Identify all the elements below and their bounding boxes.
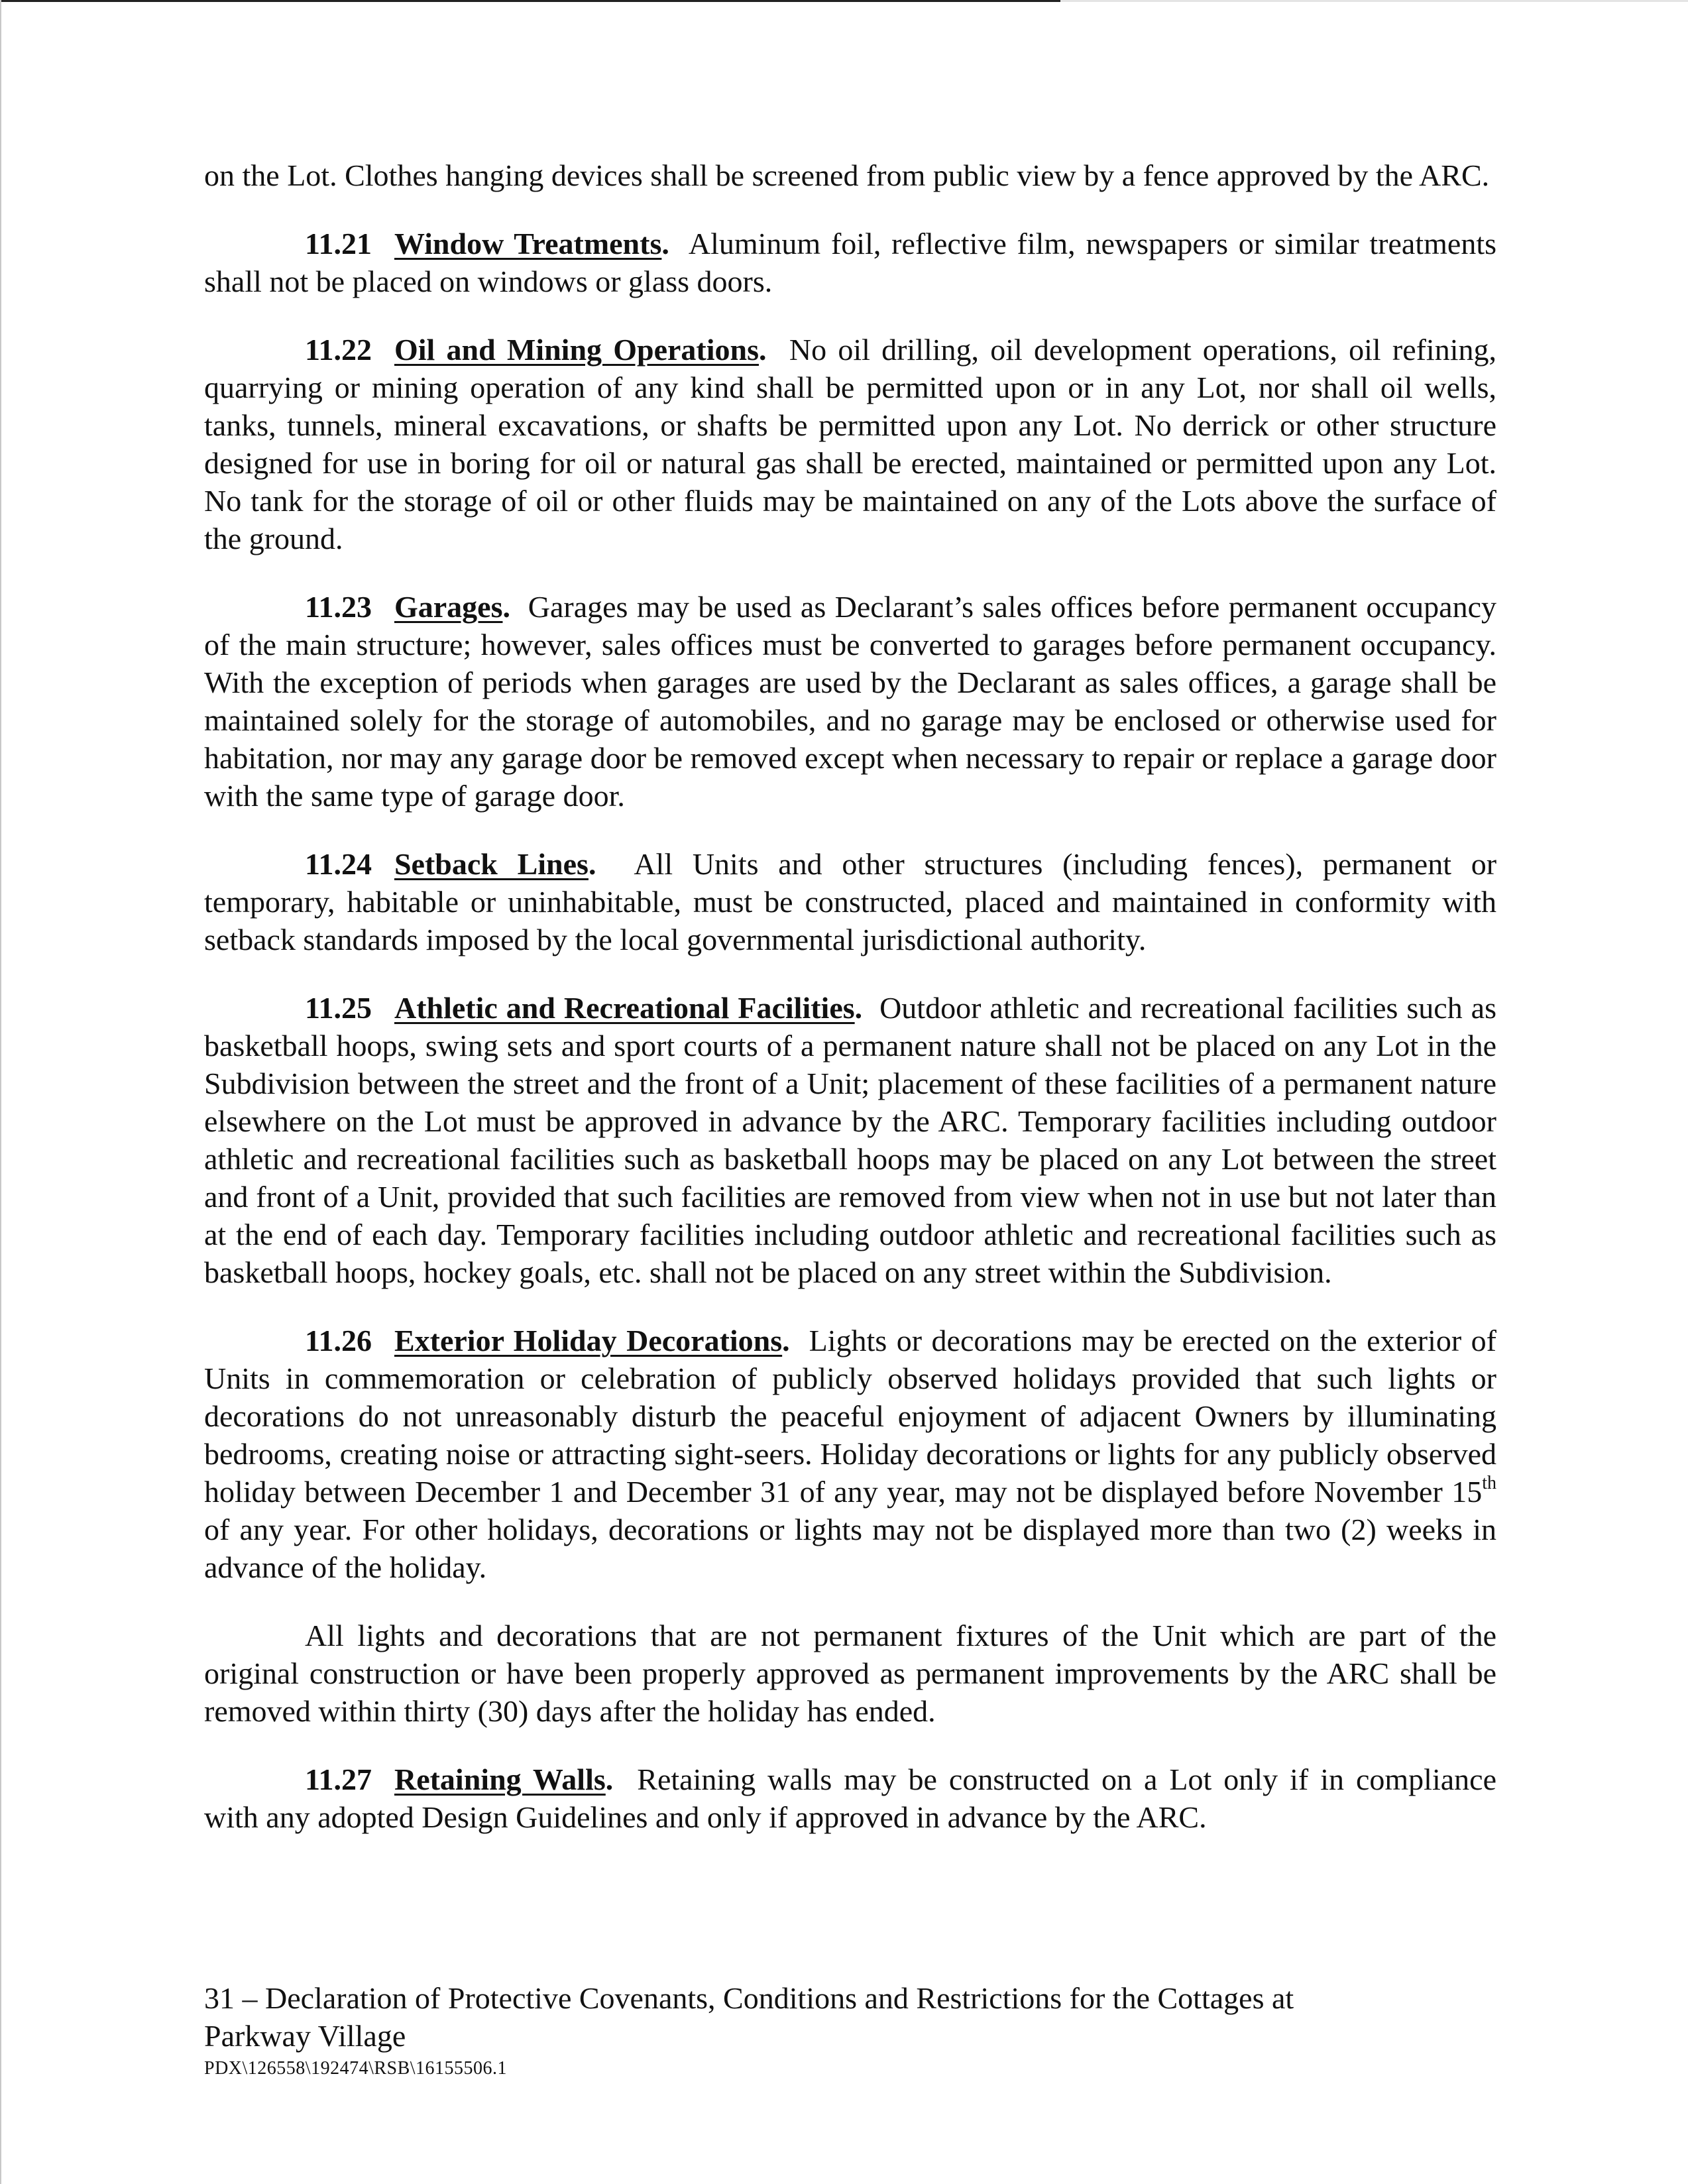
opening-text: on the Lot. Clothes hanging devices shall be screened from public view by a fence approved by the ARC. — [204, 158, 1490, 192]
section-title: Oil and Mining Operations — [394, 333, 760, 367]
scan-left-edge — [0, 0, 1, 2184]
section-11-26: 11.26 Exterior Holiday Decorations. Lights or decorations may be erected on the exterior of Units in commemoration or celebration of publicly observed holidays provided that such lights or decorations do not unreasonably disturb the peaceful enjoyment of adjacent Owners by illuminating bedrooms, creating noise or attracting sight-seers. Holiday decorations or lights for any publicly observed holiday between December 1 and December 31 of any year, may not be displayed before November 15th of any year. For other holidays, decorations or lights may not be displayed more than two (2) weeks in advance of the holiday. — [204, 1324, 1496, 1584]
holiday-continuation-paragraph — [204, 1617, 1496, 1730]
opening-paragraph — [204, 156, 1496, 194]
section-text: All Units and other structures (including fences), permanent or temporary, habitable or uninhabitable, must be constructed, placed and maintained in conformity with setback standards imposed by the local governmental jurisdictional authority. — [204, 847, 1497, 956]
section-number: 11.23 — [305, 590, 372, 624]
section-11-22: 11.22 Oil and Mining Operations. No oil drilling, oil development operations, oil refining, quarrying or mining operation of any kind shall be permitted upon or in any Lot, nor shall oil wells, tanks, tunnels, mineral excavations, or shafts be permitted upon any Lot. No derrick or other structure designed for use in boring for oil or natural gas shall be erected, maintained or permitted upon any Lot. No tank for the storage of oil or other fluids may be maintained on any of the Lots above the surface of the ground. — [204, 333, 1496, 555]
section-number: 11.25 — [305, 991, 372, 1025]
footer-title-line-2: Parkway Village — [204, 2019, 406, 2053]
section-title: Window Treatments — [394, 227, 662, 260]
section-number: 11.27 — [305, 1762, 372, 1796]
section-text-continued: of any year. For other holidays, decorations or lights may not be displayed more than two (2) weeks in advance of the holiday. — [204, 1513, 1496, 1584]
section-11-21: 11.21 Window Treatments. Aluminum foil, reflective film, newspapers or similar treatments shall not be placed on windows or glass doors. — [204, 227, 1496, 298]
section-text: Aluminum foil, reflective film, newspapers or similar treatments shall not be placed on windows or glass doors. — [204, 227, 1496, 298]
ordinal-suffix: th — [1482, 1472, 1496, 1493]
section-title: Setback Lines — [394, 847, 589, 881]
section-text: Retaining walls may be constructed on a Lot only if in compliance with any adopted Design Guidelines and only if approved in advance by the ARC. — [204, 1762, 1496, 1834]
section-text: No oil drilling, oil development operations, oil refining, quarrying or mining operation of any kind shall be permitted upon or in any Lot, nor shall oil wells, tanks, tunnels, mineral excavations, or shafts be permitted upon any Lot. No derrick or other structure designed for use in boring for oil or natural gas shall be erected, maintained or permitted upon any Lot. No tank for the storage of oil or other fluids may be maintained on any of the Lots above the surface of the ground. — [204, 333, 1496, 555]
document-body — [204, 156, 1496, 1836]
section-11-23: 11.23 Garages. Garages may be used as Declarant’s sales offices before permanent occupancy of the main structure; however, sales offices must be converted to garages before permanent occupancy. With the exception of periods when garages are used by the Declarant as sales offices, a garage shall be maintained solely for the storage of automobiles, and no garage may be enclosed or otherwise used for habitation, nor may any garage door be removed except when necessary to repair or replace a garage door with the same type of garage door. — [204, 590, 1497, 813]
section-title: Exterior Holiday Decorations — [394, 1324, 783, 1357]
section-text: Lights or decorations may be erected on the exterior of Units in commemoration or celebration of publicly observed holidays provided that such lights or decorations do not unreasonably disturb the peaceful enjoyment of adjacent Owners by illuminating bedrooms, creating noise or attracting sight-seers. Holiday decorations or lights for any publicly observed holiday between December 1 and December 31 of any year, may not be displayed before November 15 — [204, 1324, 1496, 1509]
continuation-text: All lights and decorations that are not permanent fixtures of the Unit which are part of the original construction or have been properly approved as permanent improvements by the ARC shall be removed within thirty (30) days after the holiday has ended. — [204, 1619, 1496, 1728]
section-text: Garages may be used as Declarant’s sales offices before permanent occupancy of the main structure; however, sales offices must be converted to garages before permanent occupancy. With the exception of periods when garages are used by the Declarant as sales offices, a garage shall be maintained solely for the storage of automobiles, and no garage may be enclosed or otherwise used for habitation, nor may any garage door be removed except when necessary to repair or replace a garage door with the same type of garage door. — [204, 590, 1497, 813]
section-title: Garages — [394, 590, 503, 624]
footer-title-line: 31 – Declaration of Protective Covenants, Conditions and Restrictions for the Cottages at — [204, 1981, 1294, 2015]
section-title: Athletic and Recreational Facilities — [394, 991, 855, 1025]
scan-top-border — [0, 0, 1060, 2]
section-11-24: 11.24 Setback Lines. All Units and other structures (including fences), permanent or temporary, habitable or uninhabitable, must be constructed, placed and maintained in conformity with setback standards imposed by the local governmental jurisdictional authority. — [204, 847, 1497, 956]
document-id: PDX\126558\192474\RSB\16155506.1 — [204, 2058, 508, 2079]
section-number: 11.21 — [305, 227, 372, 260]
page-footer — [204, 1979, 1496, 2080]
section-11-25: 11.25 Athletic and Recreational Facilities. Outdoor athletic and recreational facilities such as basketball hoops, swing sets and sport courts of a permanent nature shall not be placed on any Lot in the Subdivision between the street and the front of a Unit; placement of these facilities of a permanent nature elsewhere on the Lot must be approved in advance by the ARC. Temporary facilities including outdoor athletic and recreational facilities such as basketball hoops may be placed on any Lot between the street and front of a Unit, provided that such facilities are removed from view when not in use but not later than at the end of each day. Temporary facilities including outdoor athletic and recreational facilities such as basketball hoops, hockey goals, etc. shall not be placed on any street within the Subdivision. — [204, 991, 1496, 1289]
section-number: 11.22 — [305, 333, 372, 367]
section-number: 11.24 — [305, 847, 372, 881]
section-title: Retaining Walls — [394, 1762, 606, 1796]
section-text: Outdoor athletic and recreational facilities such as basketball hoops, swing sets and sport courts of a permanent nature shall not be placed on any Lot in the Subdivision between the street and the front of a Unit; placement of these facilities of a permanent nature elsewhere on the Lot must be approved in advance by the ARC. Temporary facilities including outdoor athletic and recreational facilities such as basketball hoops may be placed on any Lot between the street and front of a Unit, provided that such facilities are removed from view when not in use but not later than at the end of each day. Temporary facilities including outdoor athletic and recreational facilities such as basketball hoops, hockey goals, etc. shall not be placed on any street within the Subdivision. — [204, 991, 1496, 1289]
section-11-27: 11.27 Retaining Walls. Retaining walls may be constructed on a Lot only if in compliance with any adopted Design Guidelines and only if approved in advance by the ARC. — [204, 1762, 1496, 1834]
section-number: 11.26 — [305, 1324, 372, 1357]
